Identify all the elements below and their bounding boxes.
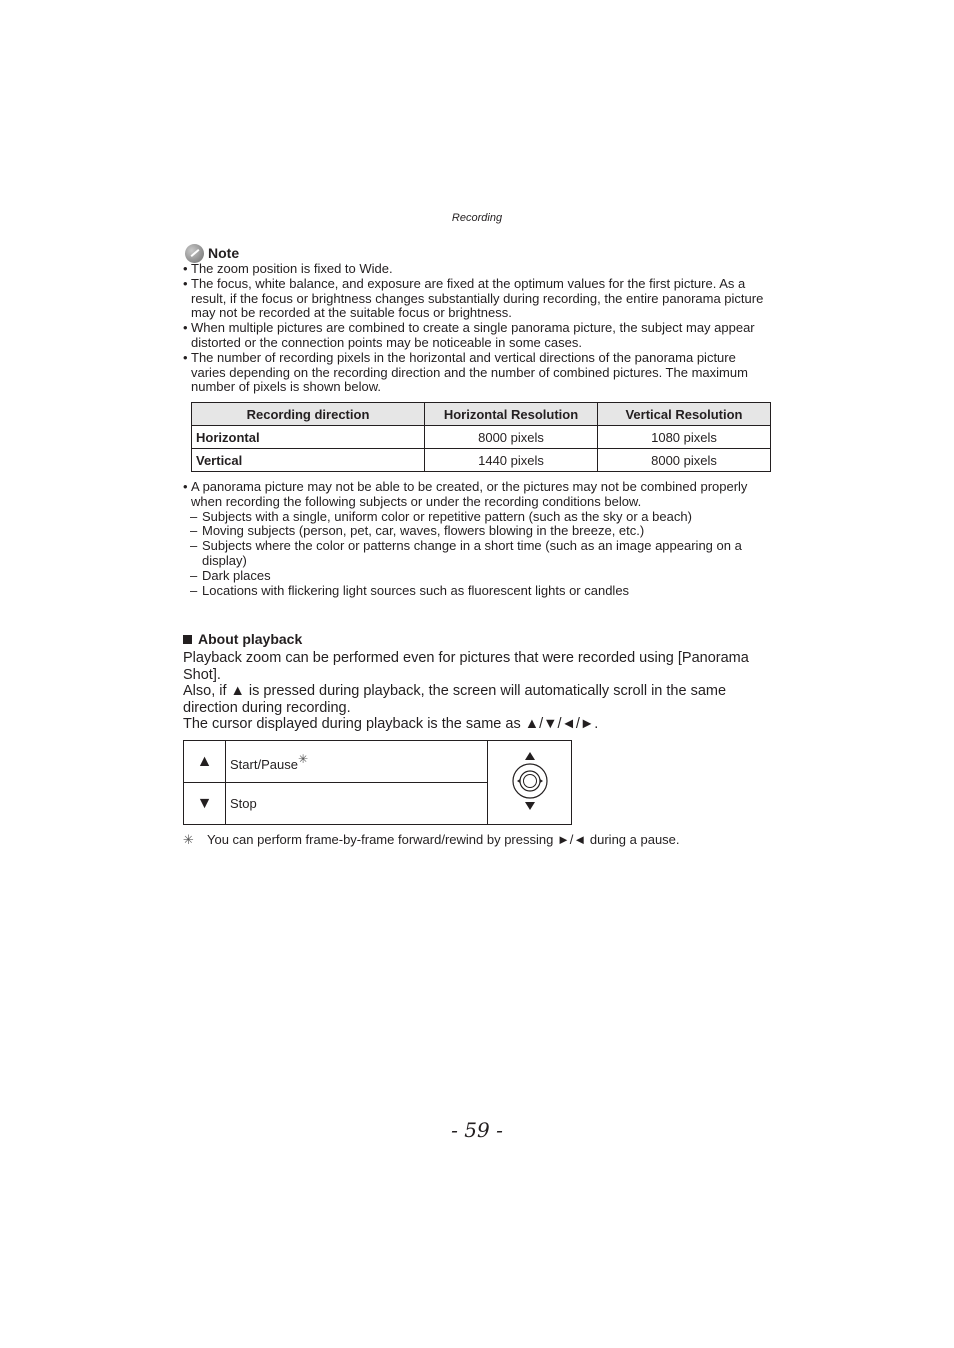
list-item: • The number of recording pixels in the horizontal and vertical directions of the panorama picture varies depending on the recording direction and the number of combined pictures. The maximum number of pixels is shown below.: [183, 349, 748, 395]
asterisk-icon: ✳: [297, 751, 308, 766]
paragraph: Also, if ▲ is pressed during playback, the screen will automatically scroll in the same direction during recording.: [183, 683, 727, 716]
note-icon: [185, 244, 204, 263]
playback-text: [183, 650, 773, 733]
footnote: [183, 832, 783, 848]
section-heading: [183, 631, 302, 647]
paragraph: The cursor displayed during playback is the same as ▲/▼/◄/►.: [183, 716, 599, 733]
cursor-pad-icon: [510, 750, 550, 812]
page-number: - 59 -: [451, 1118, 503, 1142]
sub-list-item: – Subjects where the color or patterns change in a short time (such as an image appearing on a display): [190, 538, 742, 568]
sub-list-item: – Locations with flickering light sources such as fluorescent lights or candles: [190, 582, 630, 598]
list-item: • The focus, white balance, and exposure are fixed at the optimum values for the first picture. As a result, if the focus or brightness changes substantially during recording, the entire panorama picture may not be recorded at the suitable focus or brightness.: [183, 275, 764, 321]
note-heading: [185, 243, 239, 263]
column-header: Vertical Resolution: [598, 403, 771, 426]
list-item: • A panorama picture may not be able to be created, or the pictures may not be combined properly when recording the following subjects or under the recording conditions below.: [183, 479, 748, 509]
table-cell: 1440 pixels: [425, 449, 598, 472]
table-row: [184, 741, 572, 783]
table-header-row: [192, 403, 771, 426]
note-list: [183, 262, 773, 395]
table-cell: Stop: [226, 783, 488, 825]
table-cell: Vertical: [192, 449, 425, 472]
sub-list-item: – Subjects with a single, uniform color or repetitive pattern (such as the sky or a beach): [190, 508, 692, 524]
control-label: Start/Pause: [230, 756, 298, 772]
asterisk-icon: ✳: [183, 832, 194, 847]
table-row: [192, 426, 771, 449]
table-cell: 8000 pixels: [598, 449, 771, 472]
controls-table: [183, 740, 572, 825]
note-list-2: [183, 480, 773, 598]
cursor-pad-cell: [488, 741, 572, 825]
list-item: • The zoom position is fixed to Wide.: [183, 261, 393, 276]
section-header: Recording: [451, 212, 503, 224]
table-cell: [226, 741, 488, 783]
up-arrow-icon: ▲: [184, 741, 226, 783]
section-title: About playback: [198, 631, 303, 647]
column-header: Horizontal Resolution: [425, 403, 598, 426]
paragraph: Playback zoom can be performed even for pictures that were recorded using [Panorama Shot].: [183, 650, 749, 683]
resolution-table: [191, 402, 771, 472]
square-bullet-icon: [183, 635, 192, 644]
table-cell: Horizontal: [192, 426, 425, 449]
column-header: Recording direction: [192, 403, 425, 426]
table-cell: 8000 pixels: [425, 426, 598, 449]
list-item: • When multiple pictures are combined to create a single panorama picture, the subject may appear distorted or the connection points may be noticeable in some cases.: [183, 320, 755, 350]
sub-list-item: – Dark places: [190, 567, 271, 583]
down-arrow-icon: ▼: [184, 783, 226, 825]
footnote-text: You can perform frame-by-frame forward/rewind by pressing ►/◄ during a pause.: [207, 832, 680, 847]
table-cell: 1080 pixels: [598, 426, 771, 449]
note-title: Note: [208, 245, 240, 261]
table-row: [192, 449, 771, 472]
sub-list-item: – Moving subjects (person, pet, car, waves, flowers blowing in the breeze, etc.): [190, 523, 645, 539]
